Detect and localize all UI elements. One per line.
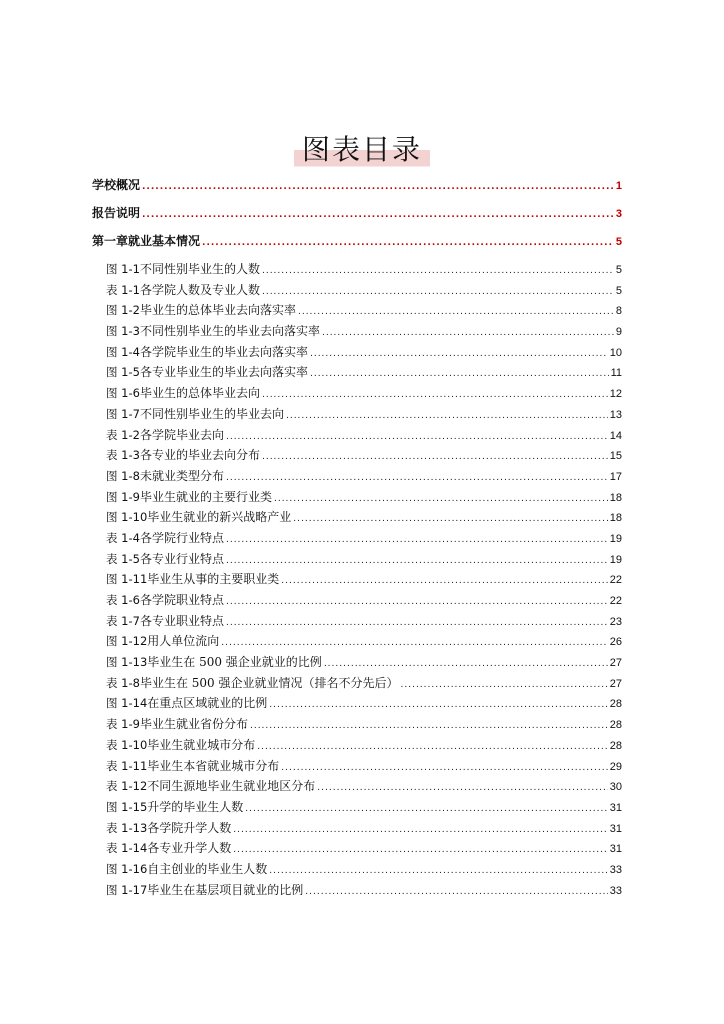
toc-entry-row[interactable] (92, 757, 622, 778)
dot-leader (310, 349, 608, 359)
entry-label: 表 1-7 (106, 613, 140, 628)
toc-entry-row[interactable] (92, 467, 622, 488)
entry-text: 升学的毕业生人数 (147, 799, 244, 814)
dot-leader (226, 556, 608, 566)
section-page: 5 (615, 236, 622, 248)
entry-text: 各学院职业特点 (139, 593, 224, 607)
toc-entry-row[interactable] (92, 281, 622, 302)
entry-page: 14 (609, 429, 622, 442)
entry-label: 表 1-14 (106, 841, 148, 856)
dot-leader (226, 432, 608, 442)
entry-text: 毕业生在基层项目就业的比例 (147, 882, 304, 897)
section-label: 报告说明 (92, 206, 141, 220)
entry-label: 图 1-7 (106, 406, 140, 421)
toc-entry-row[interactable] (92, 363, 622, 384)
dot-leader (274, 494, 608, 504)
page-title: 图表目录 (294, 126, 430, 170)
toc-section-row[interactable] (92, 232, 622, 260)
toc-entry-row[interactable] (92, 488, 622, 509)
entry-page: 31 (609, 801, 622, 814)
dot-leader (226, 535, 608, 545)
entry-label: 图 1-14 (106, 696, 148, 711)
entry-label: 表 1-6 (106, 593, 140, 607)
entry-page: 11 (610, 367, 622, 380)
entry-page: 29 (609, 760, 622, 773)
entry-page: 10 (609, 346, 622, 359)
entry-label: 表 1-8 (106, 675, 140, 690)
entry-label: 图 1-4 (106, 344, 140, 359)
section-page: 1 (615, 180, 622, 192)
entry-text: 毕业生就业城市分布 (147, 737, 256, 752)
entry-label: 表 1-9 (106, 717, 140, 732)
entry-page: 22 (609, 574, 622, 587)
toc-entry-row[interactable] (92, 508, 622, 529)
entry-text: 用人单位流向 (147, 634, 220, 649)
toc-entry-row[interactable] (92, 881, 622, 902)
entry-page: 30 (609, 781, 622, 794)
entry-text: 各学院升学人数 (147, 820, 232, 835)
entry-label: 图 1-2 (106, 303, 140, 318)
toc-entry-row[interactable] (92, 570, 622, 591)
entry-page: 8 (615, 305, 622, 318)
entry-page: 17 (609, 470, 622, 483)
entry-page: 28 (609, 698, 622, 711)
entry-page: 31 (609, 822, 622, 835)
entry-text: 毕业生就业的主要行业类 (139, 489, 272, 504)
dot-leader (142, 182, 614, 192)
entry-text: 各学院毕业生的毕业去向落实率 (139, 344, 308, 359)
toc-entry-row[interactable] (92, 550, 622, 571)
entry-text: 不同生源地毕业生就业地区分布 (147, 779, 316, 794)
toc-entry-row[interactable] (92, 591, 622, 612)
entry-label: 图 1-6 (106, 386, 140, 401)
dot-leader (245, 804, 607, 814)
entry-text: 各专业毕业生的毕业去向落实率 (139, 365, 308, 380)
entry-text: 毕业生在 500 强企业就业的比例 (147, 655, 322, 670)
entry-text: 毕业生就业省份分布 (139, 717, 248, 732)
dot-leader (250, 721, 608, 731)
dot-leader (226, 473, 608, 483)
entry-page: 19 (609, 532, 622, 545)
dot-leader (317, 783, 607, 793)
entry-page: 18 (609, 491, 622, 504)
dot-leader (233, 825, 607, 835)
toc-section-row[interactable] (92, 204, 622, 232)
toc-entry-row[interactable] (92, 446, 622, 467)
dot-leader (142, 210, 614, 220)
toc-entry-row[interactable] (92, 405, 622, 426)
entry-text: 毕业生在 500 强企业就业情况（排名不分先后） (139, 675, 399, 690)
dot-leader (257, 742, 607, 752)
dot-leader (322, 328, 614, 338)
entry-label: 图 1-3 (106, 324, 140, 339)
entry-text: 各专业行业特点 (139, 551, 224, 566)
toc-entry-row[interactable] (92, 343, 622, 364)
section-label: 学校概况 (92, 178, 141, 192)
dot-leader (262, 266, 614, 276)
toc-entry-row[interactable] (92, 819, 622, 840)
entry-label: 图 1-11 (106, 572, 148, 587)
toc-entry-row[interactable] (92, 612, 622, 633)
entry-page: 33 (609, 863, 622, 876)
section-text: 就业基本情况 (128, 234, 201, 248)
dot-leader (310, 369, 609, 379)
entry-page: 27 (609, 677, 622, 690)
entry-text: 各专业的毕业去向分布 (139, 448, 260, 463)
entry-page: 19 (609, 553, 622, 566)
entry-label: 表 1-10 (106, 737, 148, 752)
toc-entry-row[interactable] (92, 322, 622, 343)
entry-text: 毕业生的总体毕业去向 (139, 386, 260, 401)
dot-leader (324, 659, 608, 669)
entry-label: 图 1-17 (106, 882, 148, 897)
dot-leader (262, 452, 608, 462)
entry-label: 图 1-12 (106, 634, 148, 649)
dot-leader (269, 866, 607, 876)
entry-page: 23 (609, 615, 622, 628)
entry-text: 毕业生就业的新兴战略产业 (147, 510, 292, 525)
entry-text: 各学院行业特点 (139, 530, 224, 545)
entry-label: 图 1-1 (106, 262, 140, 276)
entry-page: 5 (615, 284, 622, 297)
toc-list (92, 176, 622, 901)
entry-text: 不同性别毕业生的毕业去向 (139, 406, 284, 421)
dot-leader (281, 763, 607, 773)
entry-label: 图 1-13 (106, 655, 148, 670)
entry-text: 未就业类型分布 (139, 468, 224, 483)
entry-text: 毕业生从事的主要职业类 (147, 572, 280, 587)
entry-page: 18 (609, 512, 622, 525)
toc-entry-row[interactable] (92, 301, 622, 322)
dot-leader (401, 680, 608, 690)
entry-text: 在重点区域就业的比例 (147, 696, 268, 711)
entry-page: 31 (609, 843, 622, 856)
dot-leader (305, 887, 607, 897)
toc-entry-row[interactable] (92, 860, 622, 881)
entry-label: 图 1-5 (106, 365, 140, 380)
toc-entry-row[interactable] (92, 260, 622, 281)
entry-page: 26 (609, 636, 622, 649)
entry-text: 毕业生的总体毕业去向落实率 (139, 303, 296, 318)
entry-text: 各学院毕业去向 (139, 427, 224, 442)
entry-label: 表 1-13 (106, 820, 148, 835)
section-label: 第一章 (92, 234, 129, 248)
dot-leader (262, 390, 608, 400)
toc-entry-row[interactable] (92, 632, 622, 653)
entry-text: 自主创业的毕业生人数 (147, 861, 268, 876)
entry-label: 图 1-9 (106, 489, 140, 504)
entry-page: 28 (609, 719, 622, 732)
dot-leader (221, 638, 607, 648)
dot-leader (281, 576, 607, 586)
entry-page: 27 (609, 657, 622, 670)
toc-entry-row[interactable] (92, 384, 622, 405)
entry-label: 表 1-3 (106, 448, 140, 463)
dot-leader (226, 618, 608, 628)
entry-label: 表 1-4 (106, 530, 140, 545)
entry-label: 表 1-2 (106, 427, 140, 442)
entry-label: 表 1-1 (106, 282, 140, 297)
entry-text: 各学院人数及专业人数 (139, 282, 260, 297)
entry-page: 22 (609, 595, 622, 607)
section-page: 3 (615, 208, 622, 220)
toc-entry-row[interactable] (92, 653, 622, 674)
entry-text: 不同性别毕业生的毕业去向落实率 (139, 324, 320, 339)
entry-text: 不同性别毕业生的人数 (139, 262, 260, 276)
toc-entry-row[interactable] (92, 694, 622, 715)
toc-entry-row[interactable] (92, 426, 622, 447)
dot-leader (233, 845, 607, 855)
entry-page: 13 (609, 408, 622, 421)
entry-label: 图 1-15 (106, 799, 148, 814)
entry-page: 28 (609, 739, 622, 752)
toc-entry-row[interactable] (92, 839, 622, 860)
dot-leader (286, 411, 608, 421)
dot-leader (298, 307, 614, 317)
dot-leader (293, 514, 607, 524)
entry-label: 图 1-16 (106, 861, 148, 876)
toc-entry-row[interactable] (92, 674, 622, 695)
entry-label: 表 1-5 (106, 551, 140, 566)
entry-label: 图 1-8 (106, 468, 140, 483)
entry-page: 12 (609, 388, 622, 401)
entry-text: 毕业生本省就业城市分布 (147, 758, 280, 773)
entry-text: 各专业升学人数 (147, 841, 232, 856)
entry-page: 9 (615, 326, 622, 339)
entry-page: 33 (609, 884, 622, 897)
toc-entry-row[interactable] (92, 736, 622, 757)
toc-entry-row[interactable] (92, 798, 622, 819)
toc-section-row[interactable] (92, 176, 622, 204)
toc-entry-row[interactable] (92, 715, 622, 736)
toc-entry-row[interactable] (92, 777, 622, 798)
entry-label: 表 1-12 (106, 779, 148, 794)
dot-leader (269, 700, 607, 710)
dot-leader (226, 597, 608, 607)
entry-page: 15 (609, 450, 622, 463)
entry-page: 5 (615, 264, 622, 276)
toc-entry-row[interactable] (92, 529, 622, 550)
entry-label: 图 1-10 (106, 510, 148, 525)
entry-label: 表 1-11 (106, 758, 148, 773)
dot-leader (262, 287, 614, 297)
title-wrapper (0, 126, 724, 170)
dot-leader (202, 238, 614, 248)
entry-text: 各专业职业特点 (139, 613, 224, 628)
